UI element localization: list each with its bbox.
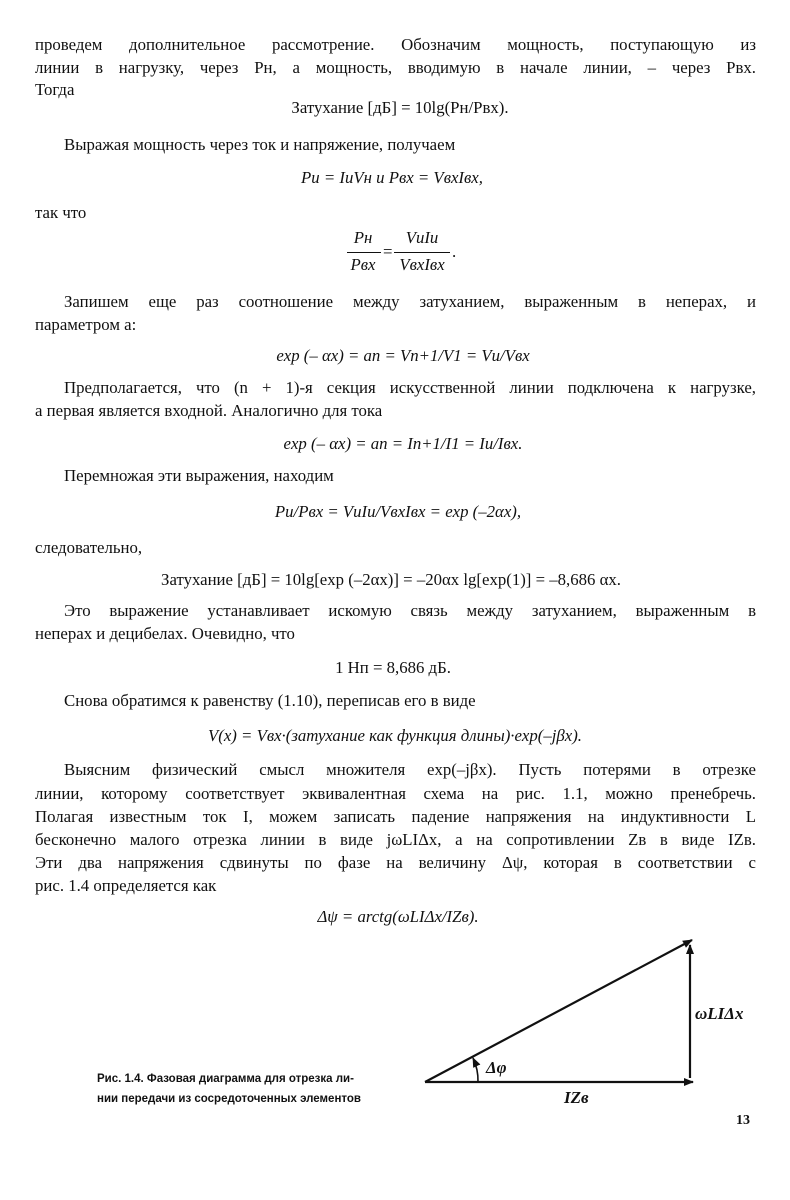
text-line: Выясним физический смысл множителя exp(–jβx). Пусть потерями в отрезке: [64, 760, 756, 779]
equation-neper-db: 1 Нп = 8,686 дБ.: [335, 658, 451, 677]
text-line: так что: [35, 203, 87, 222]
resultant-vector: [425, 940, 692, 1082]
angle-label: Δφ: [486, 1058, 507, 1077]
equation-power-product: Pи/Pвх = VиIи/VвхIвх = exp (–2αx),: [274, 502, 522, 521]
equation-attenuation-neper: Затухание [дБ] = 10lg[exp (–2αx)] = –20αx lg[exp(1)] = –8,686 αx.: [161, 570, 621, 589]
text-line: проведем дополнительное рассмотрение. Обозначим мощность, поступающую из: [35, 35, 756, 54]
text-line: линии в нагрузку, через Pн, а мощность, вводимую в начале линии, – через Pвх.: [35, 58, 756, 77]
vertical-vector-label: ωLIΔx: [695, 1004, 744, 1023]
equation-power: Pи = IиVн и Pвх = VвхIвх,: [301, 168, 483, 187]
text-line: бесконечно малого отрезка линии в виде jωLIΔx, а на сопротивлении Zв в виде IZв.: [35, 830, 756, 849]
text-line: линии, которому соответствует эквивалентная схема на рис. 1.1, можно пренебречь.: [35, 784, 756, 803]
text-line: параметром a:: [35, 315, 137, 334]
equals-sign: =: [383, 242, 393, 261]
text-line: неперах и децибелах. Очевидно, что: [35, 624, 295, 643]
fraction-denominator: Pвх: [350, 255, 376, 274]
text-line: Выражая мощность через ток и напряжение, получаем: [64, 135, 456, 154]
page-number: 13: [736, 1113, 750, 1128]
text-line: Тогда: [35, 80, 75, 99]
equation-voltage-attenuation: exp (– αx) = an = Vn+1/V1 = Vи/Vвх: [276, 346, 530, 365]
text-line: следовательно,: [35, 538, 143, 557]
text-line: Эти два напряжения сдвинуты по фазе на величину Δψ, которая в соответствии с: [35, 853, 756, 872]
figure-caption-line: Рис. 1.4. Фазовая диаграмма для отрезка ли-: [97, 1073, 354, 1085]
fraction-numerator: Pн: [353, 228, 373, 247]
angle-arc: [473, 1058, 478, 1082]
text-line: Полагая известным ток I, можем записать падение напряжения на индуктивности L: [35, 807, 756, 826]
text-line: рис. 1.4 определяется как: [35, 876, 217, 895]
period: .: [452, 242, 457, 261]
text-line: а первая является входной. Аналогично для тока: [35, 401, 383, 420]
equation-current-attenuation: exp (– αx) = an = In+1/I1 = Iи/Iвх.: [283, 434, 523, 453]
text-line: Перемножая эти выражения, находим: [64, 466, 334, 485]
text-line: Предполагается, что (n + 1)-я секция искусственной линии подключена к нагрузке,: [64, 378, 756, 397]
fraction-numerator: VиIи: [405, 228, 439, 247]
horizontal-vector-label: IZв: [564, 1088, 589, 1107]
equation-attenuation-db: Затухание [дБ] = 10lg(Pн/Pвх).: [291, 98, 509, 117]
text-line: Запишем еще раз соотношение между затуханием, выраженным в неперах, и: [64, 292, 756, 311]
text-line: Снова обратимся к равенству (1.10), переписав его в виде: [64, 691, 476, 710]
text-line: Это выражение устанавливает искомую связь между затуханием, выраженным в: [64, 601, 756, 620]
fraction-denominator: VвхIвх: [399, 255, 445, 274]
figure-caption-line: нии передачи из сосредоточенных элементов: [97, 1093, 361, 1105]
equation-phase-shift: Δψ = arctg(ωLIΔx/IZв).: [317, 907, 479, 926]
equation-voltage-function: V(x) = Vвх·(затухание как функция длины)·exp(–jβx).: [207, 726, 582, 745]
